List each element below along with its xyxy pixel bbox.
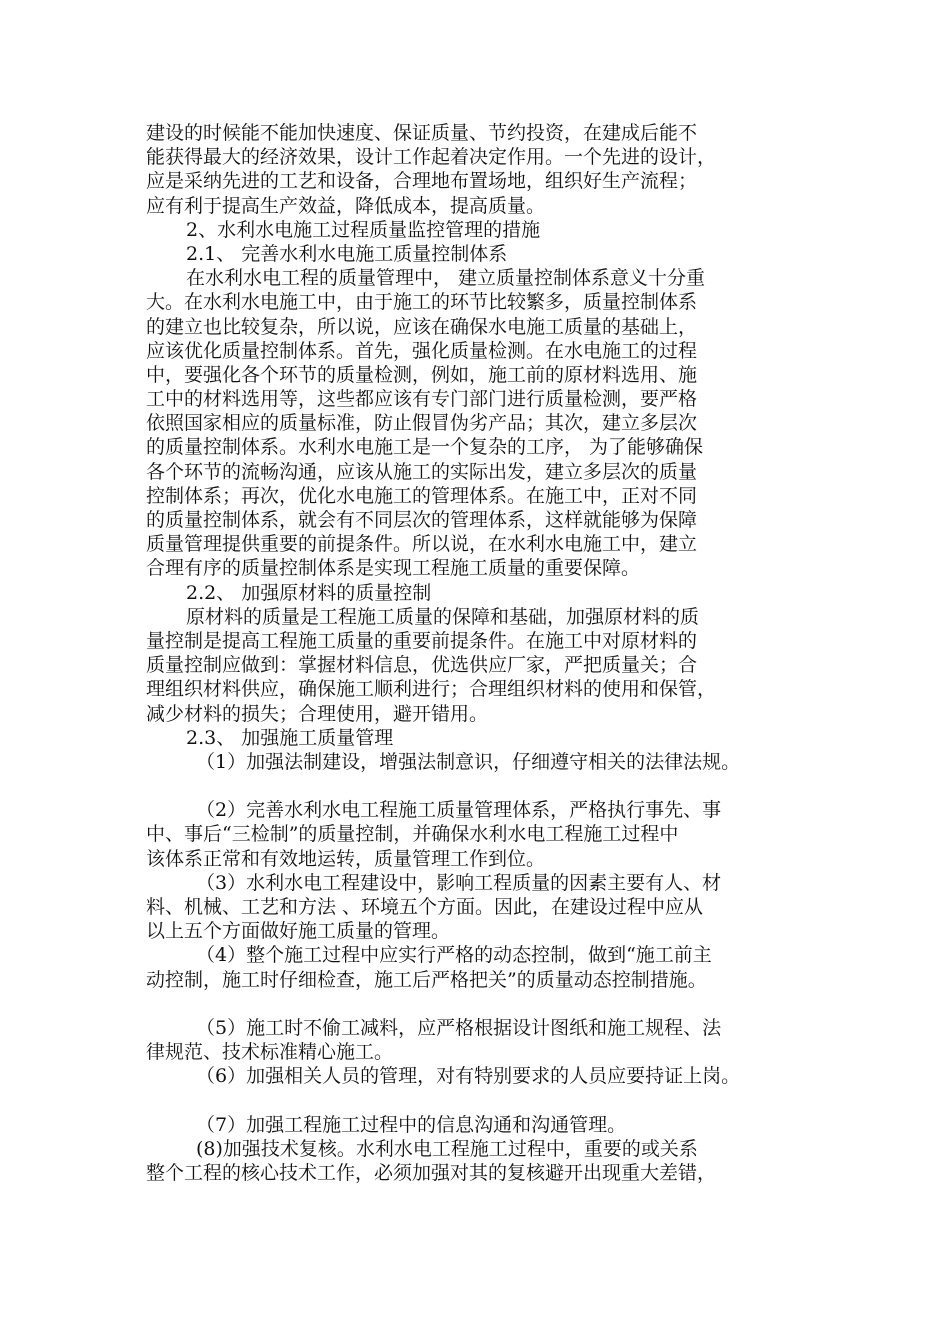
text-line: 整个工程的核心技术工作，必须加强对其的复核避开出现重大差错， [146, 1162, 717, 1185]
list-item: （2）完善水利水电工程施工质量管理体系，严格执行事先、事 [196, 799, 722, 822]
text-line: 质量控制应做到：掌握材料信息，优选供应厂家，严把质量关；合 [146, 654, 698, 677]
text-line: 依照国家相应的质量标准，防止假冒伪劣产品；其次，建立多层次 [146, 412, 698, 435]
text-line: 各个环节的流畅沟通，应该从施工的实际出发，建立多层次的质量 [146, 460, 698, 483]
text-line: 动控制，施工时仔细检查，施工后严格把关”的质量动态控制措施。 [146, 968, 707, 991]
list-item: （3）水利水电工程建设中，影响工程质量的因素主要有人、材 [196, 871, 722, 894]
list-item: （6）加强相关人员的管理，对有特别要求的人员应要持证上岗。 [196, 1065, 741, 1088]
subsection-heading: 2.1、 完善水利水电施工质量控制体系 [186, 242, 508, 265]
text-line: 应该优化质量控制体系。首先，强化质量检测。在水电施工的过程 [146, 339, 698, 362]
list-item: （5）施工时不偷工减料，应严格根据设计图纸和施工规程、法 [196, 1016, 722, 1039]
list-item: （1）加强法制建设，增强法制意识，仔细遵守相关的法律法规。 [196, 750, 741, 773]
text-line: 大。在水利水电施工中，由于施工的环节比较繁多，质量控制体系 [146, 291, 698, 314]
text-line: 工中的材料选用等，这些都应该有专门部门进行质量检测，要严格 [146, 388, 698, 411]
section-heading: 2、水利水电施工过程质量监控管理的措施 [186, 218, 541, 241]
blank-line [146, 774, 836, 798]
text-line: 的建立也比较复杂，所以说，应该在确保水电施工质量的基础上， [146, 315, 698, 338]
text-line: 以上五个方面做好施工质量的管理。 [146, 920, 451, 943]
text-line: 控制体系；再次，优化水电施工的管理体系。在施工中，正对不同 [146, 484, 698, 507]
document-page [146, 121, 836, 1185]
text-line: 中，要强化各个环节的质量检测，例如，施工前的原材料选用、施 [146, 363, 698, 386]
text-line: 的质量控制体系，就会有不同层次的管理体系，这样就能够为保障 [146, 509, 698, 531]
text-line: 料、机械、工艺和方法 、环境五个方面。因此，在建设过程中应从 [146, 896, 704, 918]
text-line: 在水利水电工程的质量管理中， 建立质量控制体系意义十分重 [186, 267, 706, 290]
subsection-heading: 2.2、 加强原材料的质量控制 [186, 581, 432, 604]
text-line: 能获得最大的经济效果，设计工作起着决定作用。一个先进的设计， [146, 146, 717, 169]
list-item: （4）整个施工过程中应实行严格的动态控制，做到“施工前主 [196, 944, 712, 967]
subsection-heading: 2.3、 加强施工质量管理 [186, 726, 394, 749]
text-line: 应是采纳先进的工艺和设备，合理地布置场地，组织好生产流程； [146, 170, 698, 193]
text-line: 量控制是提高工程施工质量的重要前提条件。在施工中对原材料的 [146, 629, 698, 652]
text-line: 律规范、技术标准精心施工。 [146, 1041, 394, 1064]
text-line: 的质量控制体系。水利水电施工是一个复杂的工序， 为了能够确保 [146, 436, 704, 459]
text-line: 中、事后“三检制”的质量控制，并确保水利水电工程施工过程中 [146, 823, 679, 846]
blank-line [146, 992, 836, 1016]
text-line: 该体系正常和有效地运转，质量管理工作到位。 [146, 847, 546, 870]
text-line: 质量管理提供重要的前提条件。所以说，在水利水电施工中，建立 [146, 533, 698, 556]
text-line: 理组织材料供应，确保施工顺利进行；合理组织材料的使用和保管， [146, 678, 717, 701]
blank-line [146, 1089, 836, 1113]
text-line: 应有利于提高生产效益，降低成本，提高质量。 [146, 194, 546, 217]
text-line: 建设的时候能不能加快速度、保证质量、节约投资，在建成后能不 [146, 122, 698, 144]
text-line: 减少材料的损失；合理使用，避开错用。 [146, 702, 489, 725]
list-item: (8)加强技术复核。水利水电工程施工过程中，重要的或关系 [196, 1137, 698, 1160]
text-line: 合理有序的质量控制体系是实现工程施工质量的重要保障。 [146, 557, 641, 580]
list-item: （7）加强工程施工过程中的信息沟通和沟通管理。 [196, 1113, 627, 1136]
text-line: 原材料的质量是工程施工质量的保障和基础，加强原材料的质 [186, 605, 700, 628]
